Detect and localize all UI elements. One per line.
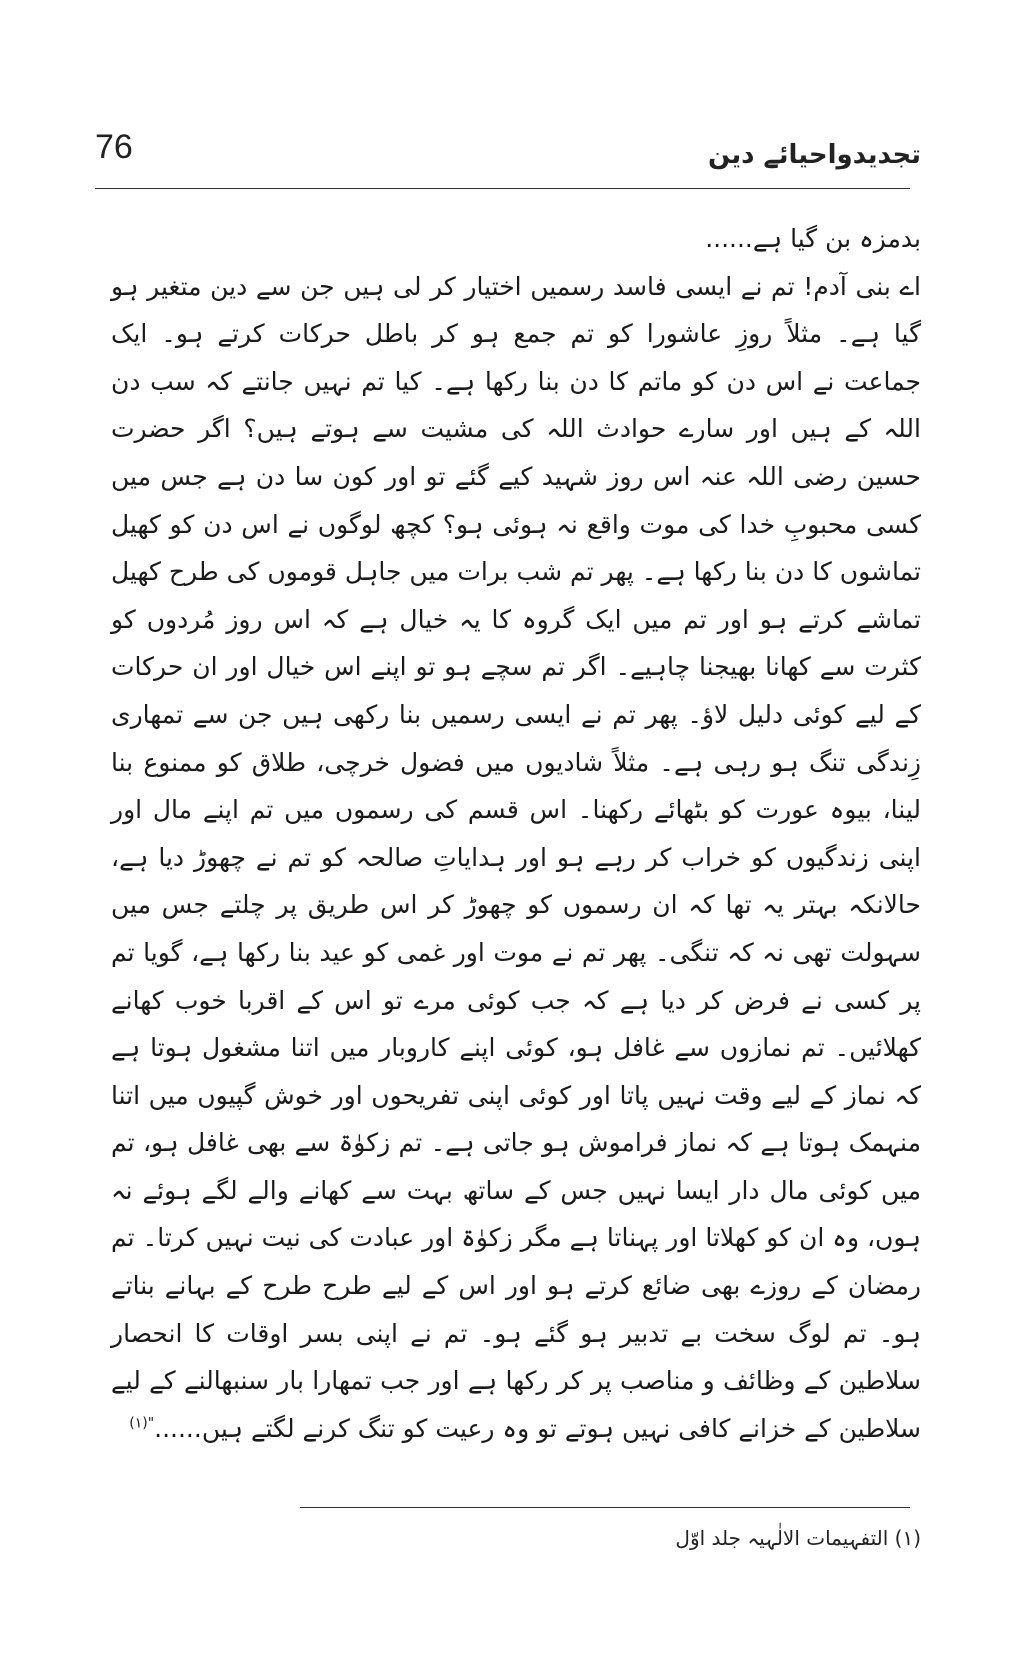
page-number: 76 [95,128,133,166]
footnote: (۱) التفہیمات الالٰہیہ جلد اوّل [675,1526,921,1550]
footnote-reference [129,1416,154,1432]
footnote-rule [300,1507,910,1508]
body-text [111,215,921,1452]
paragraph-opening: بدمزہ بن گیا ہے...... [705,224,921,253]
running-title: تجدیدواحیائے دین [707,140,921,170]
paragraph-main [111,263,921,1453]
footnote-reference-marker: (۱) [129,1415,148,1432]
paragraph-main-text: اے بنی آدم! تم نے ایسی فاسد رسمیں اختیار کر لی ہیں جن سے دین متغیر ہو گیا ہے۔ مثلاً روزِ عاشورا کو تم جمع ہو کر باطل حرکات کرتے ہو۔ ایک جماعت نے اس دن کو ماتم کا دن بنا رکھا ہے۔ کیا تم نہیں جانتے کہ سب دن اللہ کے ہیں اور سارے حوادث اللہ کی مشیت سے ہوتے ہیں؟ اگر حضرت حسین رضی اللہ عنہ اس روز شہید کیے گئے تو اور کون سا دن ہے جس میں کسی محبوبِ خدا کی موت واقع نہ ہوئی ہو؟ کچھ لوگوں نے اس دن کو کھیل تماشوں کا دن بنا رکھا ہے۔ پھر تم شب برات میں جاہل قوموں کی طرح کھیل تماشے کرتے ہو اور تم میں ایک گروہ کا یہ خیال ہے کہ اس روز مُردوں کو کثرت سے کھانا بھیجنا چاہیے۔ اگر تم سچے ہو تو اپنے اس خیال اور ان حرکات کے لیے کوئی دلیل لاؤ۔ پھر تم نے ایسی رسمیں بنا رکھی ہیں جن سے تمھاری زِندگی تنگ ہو رہی ہے۔ مثلاً شادیوں میں فضول خرچی، طلاق کو ممنوع بنا لینا، بیوہ عورت کو بٹھائے رکھنا۔ اس قسم کی رسموں میں تم اپنے مال اور اپنی زندگیوں کو خراب کر رہے ہو اور ہدایاتِ صالحہ کو تم نے چھوڑ دیا ہے، حالانکہ بہتر یہ تھا کہ ان رسموں کو چھوڑ کر اس طریق پر چلتے جس میں سہولت تھی نہ کہ تنگی۔ پھر تم نے موت اور غمی کو عید بنا رکھا ہے، گویا تم پر کسی نے فرض کر دیا ہے کہ جب کوئی مرے تو اس کے اقربا خوب کھانے کھلائیں۔ تم نمازوں سے غافل ہو، کوئی اپنے کاروبار میں اتنا مشغول ہوتا ہے کہ نماز کے لیے وقت نہیں پاتا اور کوئی اپنی تفریحوں اور خوش گپیوں میں اتنا منہمک ہوتا ہے کہ نماز فراموش ہو جاتی ہے۔ تم زکوٰۃ سے بھی غافل ہو، تم میں کوئی مال دار ایسا نہیں جس کے ساتھ بہت سے کھانے والے لگے ہوئے نہ ہوں، وہ ان کو کھلاتا اور پہناتا ہے مگر زکوٰۃ اور عبادت کی نیت نہیں کرتا۔ تم رمضان کے روزے بھی ضائع کرتے ہو اور اس کے لیے طرح طرح کے بہانے بناتے ہو۔ تم لوگ سخت بے تدبیر ہو گئے ہو۔ تم نے اپنی بسر اوقات کا انحصار سلاطین کے وظائف و مناصب پر کر رکھا ہے اور جب تمھارا بار سنبھالنے کے لیے سلاطین کے خزانے کافی نہیں ہوتے تو وہ رعیت کو تنگ کرنے لگتے ہیں...... [111,271,921,1443]
closing-quote: " [147,1415,155,1432]
header-rule [95,188,910,189]
